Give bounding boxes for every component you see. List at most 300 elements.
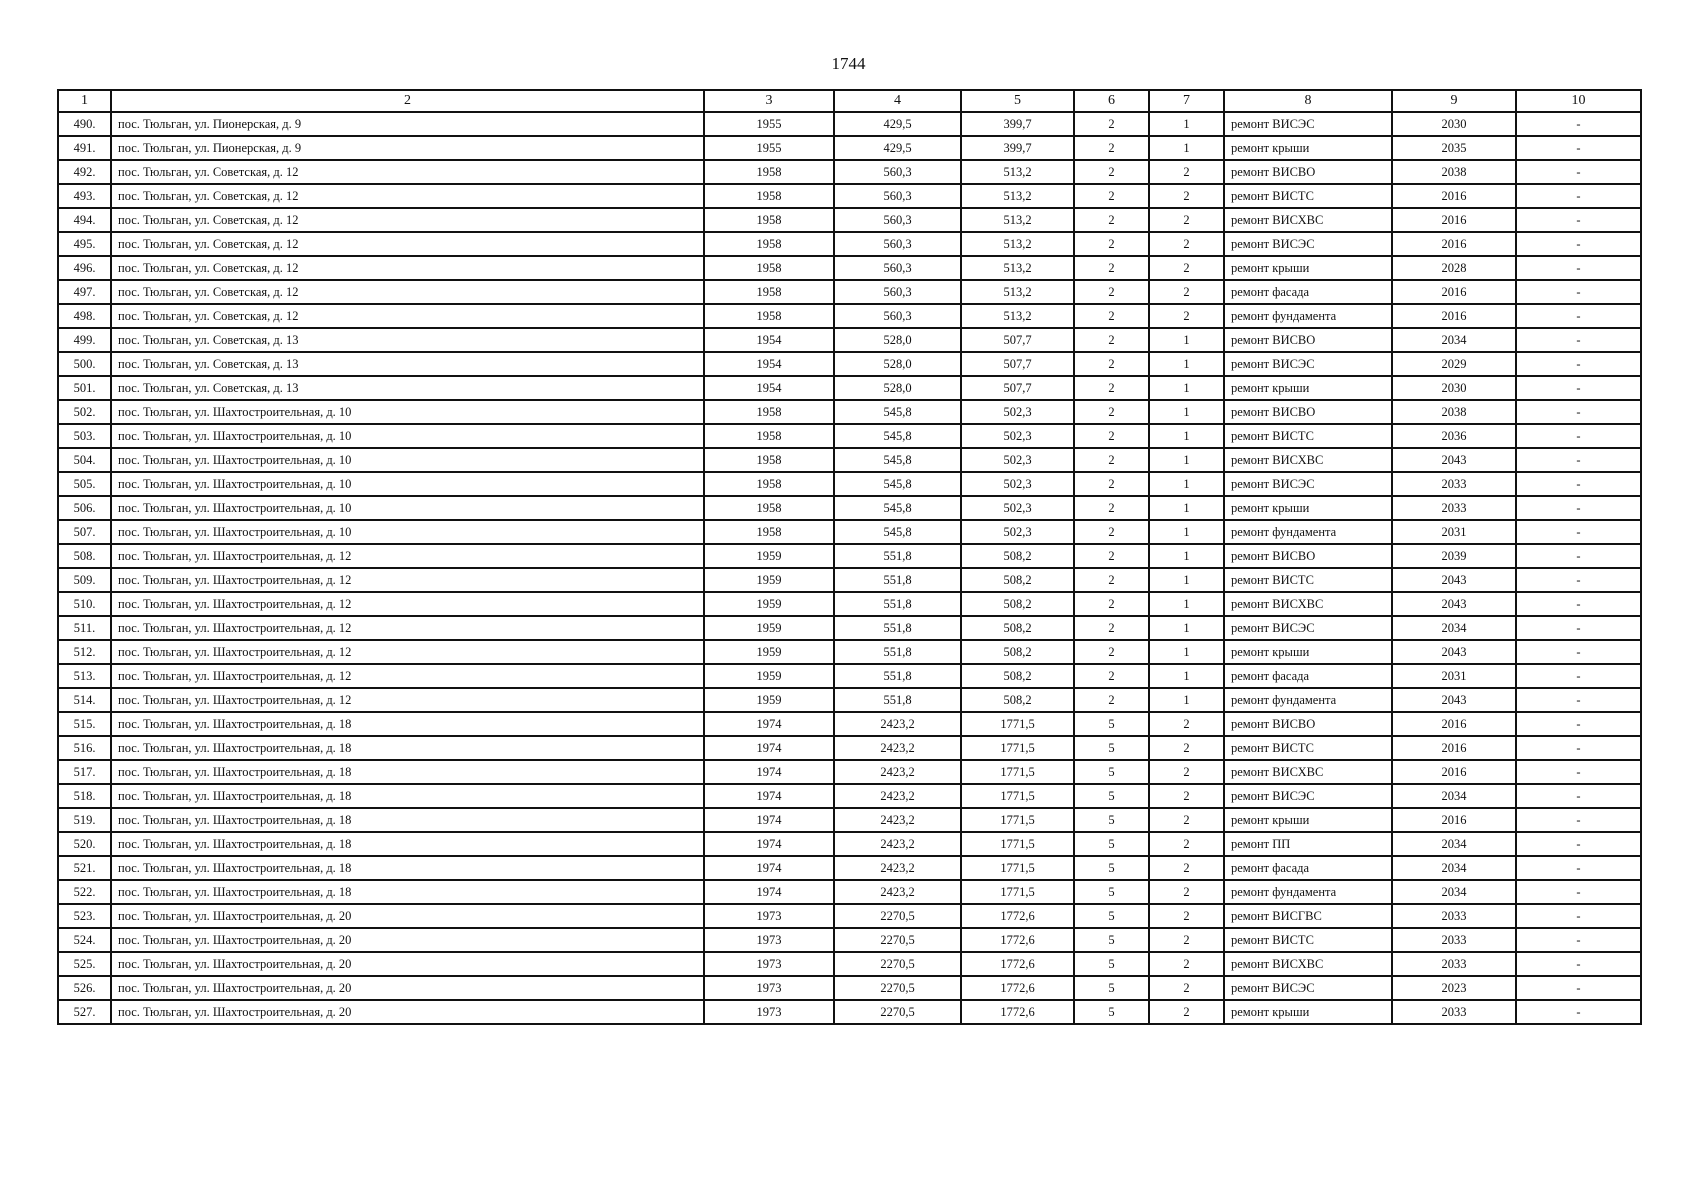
living-area-cell: 502,3 — [961, 520, 1074, 544]
planned-year-cell: 2033 — [1392, 952, 1516, 976]
note-cell: - — [1516, 400, 1641, 424]
total-area-cell: 551,8 — [834, 592, 961, 616]
note-cell: - — [1516, 160, 1641, 184]
floors-cell: 5 — [1074, 760, 1149, 784]
work-type-cell: ремонт ВИСЭС — [1224, 472, 1392, 496]
total-area-cell: 2423,2 — [834, 808, 961, 832]
note-cell: - — [1516, 688, 1641, 712]
work-type-cell: ремонт ВИСЭС — [1224, 616, 1392, 640]
note-cell: - — [1516, 136, 1641, 160]
entrances-cell: 1 — [1149, 664, 1224, 688]
row-number-cell: 519. — [58, 808, 111, 832]
table-row — [58, 568, 1641, 592]
build-year-cell: 1973 — [704, 976, 834, 1000]
total-area-cell: 560,3 — [834, 304, 961, 328]
note-cell: - — [1516, 424, 1641, 448]
planned-year-cell: 2016 — [1392, 208, 1516, 232]
entrances-cell: 2 — [1149, 232, 1224, 256]
planned-year-cell: 2034 — [1392, 616, 1516, 640]
row-number-cell: 503. — [58, 424, 111, 448]
entrances-cell: 2 — [1149, 184, 1224, 208]
note-cell: - — [1516, 1000, 1641, 1024]
table-row — [58, 736, 1641, 760]
living-area-cell: 508,2 — [961, 544, 1074, 568]
table-row — [58, 280, 1641, 304]
entrances-cell: 2 — [1149, 160, 1224, 184]
work-type-cell: ремонт ВИСХВС — [1224, 448, 1392, 472]
row-number-cell: 499. — [58, 328, 111, 352]
floors-cell: 5 — [1074, 856, 1149, 880]
table-row — [58, 256, 1641, 280]
row-number-cell: 491. — [58, 136, 111, 160]
row-number-cell: 520. — [58, 832, 111, 856]
row-number-cell: 526. — [58, 976, 111, 1000]
total-area-cell: 551,8 — [834, 664, 961, 688]
build-year-cell: 1974 — [704, 808, 834, 832]
entrances-cell: 2 — [1149, 856, 1224, 880]
planned-year-cell: 2016 — [1392, 736, 1516, 760]
note-cell: - — [1516, 952, 1641, 976]
build-year-cell: 1955 — [704, 136, 834, 160]
entrances-cell: 2 — [1149, 784, 1224, 808]
floors-cell: 2 — [1074, 352, 1149, 376]
build-year-cell: 1958 — [704, 208, 834, 232]
address-cell: пос. Тюльган, ул. Шахтостроительная, д. 10 — [111, 496, 704, 520]
floors-cell: 2 — [1074, 640, 1149, 664]
planned-year-cell: 2016 — [1392, 712, 1516, 736]
planned-year-cell: 2030 — [1392, 376, 1516, 400]
total-area-cell: 2423,2 — [834, 856, 961, 880]
work-type-cell: ремонт ВИСЭС — [1224, 112, 1392, 136]
note-cell: - — [1516, 976, 1641, 1000]
living-area-cell: 399,7 — [961, 112, 1074, 136]
floors-cell: 2 — [1074, 472, 1149, 496]
row-number-cell: 525. — [58, 952, 111, 976]
address-cell: пос. Тюльган, ул. Пионерская, д. 9 — [111, 112, 704, 136]
floors-cell: 5 — [1074, 976, 1149, 1000]
address-cell: пос. Тюльган, ул. Советская, д. 13 — [111, 376, 704, 400]
floors-cell: 2 — [1074, 664, 1149, 688]
planned-year-cell: 2034 — [1392, 328, 1516, 352]
note-cell: - — [1516, 376, 1641, 400]
table-row — [58, 304, 1641, 328]
planned-year-cell: 2043 — [1392, 568, 1516, 592]
build-year-cell: 1958 — [704, 304, 834, 328]
build-year-cell: 1954 — [704, 328, 834, 352]
table-row — [58, 232, 1641, 256]
total-area-cell: 545,8 — [834, 520, 961, 544]
entrances-cell: 2 — [1149, 304, 1224, 328]
build-year-cell: 1974 — [704, 832, 834, 856]
row-number-cell: 515. — [58, 712, 111, 736]
table-row — [58, 448, 1641, 472]
planned-year-cell: 2034 — [1392, 880, 1516, 904]
work-type-cell: ремонт фасада — [1224, 280, 1392, 304]
work-type-cell: ремонт крыши — [1224, 136, 1392, 160]
living-area-cell: 1771,5 — [961, 736, 1074, 760]
note-cell: - — [1516, 112, 1641, 136]
total-area-cell: 2270,5 — [834, 976, 961, 1000]
total-area-cell: 2423,2 — [834, 880, 961, 904]
floors-cell: 2 — [1074, 304, 1149, 328]
build-year-cell: 1974 — [704, 784, 834, 808]
floors-cell: 2 — [1074, 232, 1149, 256]
floors-cell: 2 — [1074, 688, 1149, 712]
planned-year-cell: 2043 — [1392, 592, 1516, 616]
work-type-cell: ремонт ВИСВО — [1224, 328, 1392, 352]
note-cell: - — [1516, 256, 1641, 280]
work-type-cell: ремонт ВИСТС — [1224, 568, 1392, 592]
planned-year-cell: 2031 — [1392, 664, 1516, 688]
work-type-cell: ремонт ВИСТС — [1224, 184, 1392, 208]
entrances-cell: 1 — [1149, 376, 1224, 400]
note-cell: - — [1516, 784, 1641, 808]
total-area-cell: 429,5 — [834, 136, 961, 160]
living-area-cell: 1771,5 — [961, 784, 1074, 808]
table-row — [58, 640, 1641, 664]
address-cell: пос. Тюльган, ул. Советская, д. 13 — [111, 352, 704, 376]
floors-cell: 2 — [1074, 424, 1149, 448]
floors-cell: 5 — [1074, 928, 1149, 952]
total-area-cell: 545,8 — [834, 472, 961, 496]
work-type-cell: ремонт ВИСХВС — [1224, 952, 1392, 976]
table-row — [58, 472, 1641, 496]
living-area-cell: 508,2 — [961, 640, 1074, 664]
build-year-cell: 1973 — [704, 928, 834, 952]
entrances-cell: 1 — [1149, 424, 1224, 448]
total-area-cell: 2423,2 — [834, 760, 961, 784]
table-row — [58, 112, 1641, 136]
table-row — [58, 424, 1641, 448]
column-header-8: 8 — [1224, 90, 1392, 112]
build-year-cell: 1955 — [704, 112, 834, 136]
living-area-cell: 502,3 — [961, 496, 1074, 520]
address-cell: пос. Тюльган, ул. Советская, д. 12 — [111, 232, 704, 256]
build-year-cell: 1974 — [704, 856, 834, 880]
work-type-cell: ремонт крыши — [1224, 376, 1392, 400]
table-row — [58, 712, 1641, 736]
planned-year-cell: 2035 — [1392, 136, 1516, 160]
entrances-cell: 1 — [1149, 568, 1224, 592]
work-type-cell: ремонт крыши — [1224, 640, 1392, 664]
planned-year-cell: 2016 — [1392, 232, 1516, 256]
build-year-cell: 1958 — [704, 448, 834, 472]
entrances-cell: 1 — [1149, 472, 1224, 496]
table-row — [58, 1000, 1641, 1024]
entrances-cell: 2 — [1149, 760, 1224, 784]
row-number-cell: 517. — [58, 760, 111, 784]
work-type-cell: ремонт ВИСВО — [1224, 712, 1392, 736]
work-type-cell: ремонт крыши — [1224, 256, 1392, 280]
note-cell: - — [1516, 304, 1641, 328]
work-type-cell: ремонт фундамента — [1224, 688, 1392, 712]
total-area-cell: 2423,2 — [834, 784, 961, 808]
total-area-cell: 2423,2 — [834, 736, 961, 760]
table-row — [58, 328, 1641, 352]
floors-cell: 2 — [1074, 136, 1149, 160]
column-header-6: 6 — [1074, 90, 1149, 112]
build-year-cell: 1959 — [704, 544, 834, 568]
address-cell: пос. Тюльган, ул. Шахтостроительная, д. 18 — [111, 832, 704, 856]
living-area-cell: 1772,6 — [961, 1000, 1074, 1024]
table-row — [58, 160, 1641, 184]
address-cell: пос. Тюльган, ул. Шахтостроительная, д. 12 — [111, 592, 704, 616]
floors-cell: 5 — [1074, 712, 1149, 736]
total-area-cell: 560,3 — [834, 184, 961, 208]
planned-year-cell: 2034 — [1392, 832, 1516, 856]
total-area-cell: 2270,5 — [834, 952, 961, 976]
row-number-cell: 490. — [58, 112, 111, 136]
table-row — [58, 616, 1641, 640]
build-year-cell: 1973 — [704, 1000, 834, 1024]
build-year-cell: 1954 — [704, 352, 834, 376]
entrances-cell: 2 — [1149, 280, 1224, 304]
table-row — [58, 208, 1641, 232]
living-area-cell: 1772,6 — [961, 904, 1074, 928]
floors-cell: 2 — [1074, 448, 1149, 472]
living-area-cell: 508,2 — [961, 616, 1074, 640]
living-area-cell: 513,2 — [961, 208, 1074, 232]
living-area-cell: 513,2 — [961, 256, 1074, 280]
floors-cell: 2 — [1074, 520, 1149, 544]
address-cell: пос. Тюльган, ул. Советская, д. 12 — [111, 208, 704, 232]
living-area-cell: 513,2 — [961, 280, 1074, 304]
note-cell: - — [1516, 928, 1641, 952]
total-area-cell: 551,8 — [834, 568, 961, 592]
living-area-cell: 508,2 — [961, 592, 1074, 616]
living-area-cell: 507,7 — [961, 376, 1074, 400]
planned-year-cell: 2028 — [1392, 256, 1516, 280]
living-area-cell: 513,2 — [961, 232, 1074, 256]
table-row — [58, 760, 1641, 784]
table-row — [58, 184, 1641, 208]
row-number-cell: 506. — [58, 496, 111, 520]
living-area-cell: 513,2 — [961, 160, 1074, 184]
entrances-cell: 1 — [1149, 616, 1224, 640]
total-area-cell: 560,3 — [834, 232, 961, 256]
row-number-cell: 505. — [58, 472, 111, 496]
living-area-cell: 1771,5 — [961, 712, 1074, 736]
planned-year-cell: 2036 — [1392, 424, 1516, 448]
entrances-cell: 2 — [1149, 256, 1224, 280]
address-cell: пос. Тюльган, ул. Советская, д. 12 — [111, 280, 704, 304]
total-area-cell: 560,3 — [834, 280, 961, 304]
floors-cell: 2 — [1074, 376, 1149, 400]
living-area-cell: 1772,6 — [961, 976, 1074, 1000]
table-row — [58, 496, 1641, 520]
row-number-cell: 498. — [58, 304, 111, 328]
build-year-cell: 1958 — [704, 280, 834, 304]
total-area-cell: 2270,5 — [834, 904, 961, 928]
build-year-cell: 1973 — [704, 952, 834, 976]
table-row — [58, 352, 1641, 376]
row-number-cell: 492. — [58, 160, 111, 184]
address-cell: пос. Тюльган, ул. Шахтостроительная, д. 12 — [111, 664, 704, 688]
planned-year-cell: 2016 — [1392, 808, 1516, 832]
floors-cell: 5 — [1074, 952, 1149, 976]
build-year-cell: 1958 — [704, 496, 834, 520]
living-area-cell: 513,2 — [961, 184, 1074, 208]
entrances-cell: 1 — [1149, 688, 1224, 712]
build-year-cell: 1958 — [704, 400, 834, 424]
table-row — [58, 664, 1641, 688]
work-type-cell: ремонт крыши — [1224, 808, 1392, 832]
living-area-cell: 508,2 — [961, 568, 1074, 592]
row-number-cell: 514. — [58, 688, 111, 712]
work-type-cell: ремонт ВИСВО — [1224, 400, 1392, 424]
build-year-cell: 1974 — [704, 760, 834, 784]
planned-year-cell: 2038 — [1392, 160, 1516, 184]
floors-cell: 5 — [1074, 1000, 1149, 1024]
work-type-cell: ремонт крыши — [1224, 1000, 1392, 1024]
entrances-cell: 2 — [1149, 1000, 1224, 1024]
build-year-cell: 1958 — [704, 424, 834, 448]
work-type-cell: ремонт ВИСТС — [1224, 928, 1392, 952]
table-row — [58, 136, 1641, 160]
address-cell: пос. Тюльган, ул. Шахтостроительная, д. 12 — [111, 544, 704, 568]
table-row — [58, 976, 1641, 1000]
living-area-cell: 507,7 — [961, 328, 1074, 352]
entrances-cell: 1 — [1149, 112, 1224, 136]
row-number-cell: 522. — [58, 880, 111, 904]
total-area-cell: 528,0 — [834, 376, 961, 400]
entrances-cell: 1 — [1149, 352, 1224, 376]
table-body — [58, 112, 1641, 1024]
build-year-cell: 1958 — [704, 232, 834, 256]
note-cell: - — [1516, 760, 1641, 784]
address-cell: пос. Тюльган, ул. Шахтостроительная, д. 10 — [111, 424, 704, 448]
build-year-cell: 1974 — [704, 712, 834, 736]
work-type-cell: ремонт ВИСВО — [1224, 160, 1392, 184]
work-type-cell: ремонт фасада — [1224, 664, 1392, 688]
build-year-cell: 1959 — [704, 568, 834, 592]
address-cell: пос. Тюльган, ул. Шахтостроительная, д. 18 — [111, 760, 704, 784]
table-row — [58, 928, 1641, 952]
row-number-cell: 511. — [58, 616, 111, 640]
note-cell: - — [1516, 280, 1641, 304]
planned-year-cell: 2016 — [1392, 760, 1516, 784]
table-row — [58, 880, 1641, 904]
row-number-cell: 494. — [58, 208, 111, 232]
table-row — [58, 784, 1641, 808]
column-header-5: 5 — [961, 90, 1074, 112]
planned-year-cell: 2039 — [1392, 544, 1516, 568]
address-cell: пос. Тюльган, ул. Шахтостроительная, д. 18 — [111, 736, 704, 760]
build-year-cell: 1974 — [704, 736, 834, 760]
address-cell: пос. Тюльган, ул. Шахтостроительная, д. 10 — [111, 400, 704, 424]
total-area-cell: 545,8 — [834, 424, 961, 448]
address-cell: пос. Тюльган, ул. Шахтостроительная, д. 12 — [111, 568, 704, 592]
note-cell: - — [1516, 856, 1641, 880]
planned-year-cell: 2016 — [1392, 280, 1516, 304]
row-number-cell: 508. — [58, 544, 111, 568]
column-header-10: 10 — [1516, 90, 1641, 112]
repair-schedule-table — [57, 89, 1642, 1025]
planned-year-cell: 2033 — [1392, 496, 1516, 520]
work-type-cell: ремонт ВИСХВС — [1224, 592, 1392, 616]
address-cell: пос. Тюльган, ул. Шахтостроительная, д. 18 — [111, 784, 704, 808]
work-type-cell: ремонт ВИСТС — [1224, 736, 1392, 760]
build-year-cell: 1959 — [704, 616, 834, 640]
entrances-cell: 1 — [1149, 544, 1224, 568]
row-number-cell: 521. — [58, 856, 111, 880]
planned-year-cell: 2043 — [1392, 448, 1516, 472]
address-cell: пос. Тюльган, ул. Шахтостроительная, д. 20 — [111, 928, 704, 952]
page-number: 1744 — [831, 54, 866, 73]
planned-year-cell: 2023 — [1392, 976, 1516, 1000]
work-type-cell: ремонт ВИСХВС — [1224, 208, 1392, 232]
total-area-cell: 560,3 — [834, 208, 961, 232]
row-number-cell: 509. — [58, 568, 111, 592]
row-number-cell: 518. — [58, 784, 111, 808]
address-cell: пос. Тюльган, ул. Шахтостроительная, д. 20 — [111, 952, 704, 976]
total-area-cell: 551,8 — [834, 688, 961, 712]
living-area-cell: 1772,6 — [961, 928, 1074, 952]
floors-cell: 2 — [1074, 208, 1149, 232]
work-type-cell: ремонт ВИСЭС — [1224, 352, 1392, 376]
row-number-cell: 527. — [58, 1000, 111, 1024]
row-number-cell: 516. — [58, 736, 111, 760]
row-number-cell: 523. — [58, 904, 111, 928]
build-year-cell: 1958 — [704, 256, 834, 280]
planned-year-cell: 2043 — [1392, 688, 1516, 712]
row-number-cell: 497. — [58, 280, 111, 304]
row-number-cell: 524. — [58, 928, 111, 952]
note-cell: - — [1516, 664, 1641, 688]
floors-cell: 2 — [1074, 328, 1149, 352]
total-area-cell: 2423,2 — [834, 712, 961, 736]
work-type-cell: ремонт фундамента — [1224, 304, 1392, 328]
planned-year-cell: 2034 — [1392, 784, 1516, 808]
planned-year-cell: 2029 — [1392, 352, 1516, 376]
floors-cell: 2 — [1074, 112, 1149, 136]
total-area-cell: 560,3 — [834, 256, 961, 280]
row-number-cell: 501. — [58, 376, 111, 400]
floors-cell: 2 — [1074, 544, 1149, 568]
work-type-cell: ремонт ВИСВО — [1224, 544, 1392, 568]
living-area-cell: 1771,5 — [961, 856, 1074, 880]
build-year-cell: 1958 — [704, 472, 834, 496]
column-header-2: 2 — [111, 90, 704, 112]
address-cell: пос. Тюльган, ул. Шахтостроительная, д. 20 — [111, 1000, 704, 1024]
planned-year-cell: 2034 — [1392, 856, 1516, 880]
note-cell: - — [1516, 352, 1641, 376]
table-row — [58, 856, 1641, 880]
table-row — [58, 808, 1641, 832]
address-cell: пос. Тюльган, ул. Советская, д. 12 — [111, 256, 704, 280]
work-type-cell: ремонт ПП — [1224, 832, 1392, 856]
entrances-cell: 1 — [1149, 448, 1224, 472]
entrances-cell: 2 — [1149, 712, 1224, 736]
address-cell: пос. Тюльган, ул. Шахтостроительная, д. 20 — [111, 976, 704, 1000]
address-cell: пос. Тюльган, ул. Шахтостроительная, д. 20 — [111, 904, 704, 928]
total-area-cell: 429,5 — [834, 112, 961, 136]
entrances-cell: 2 — [1149, 736, 1224, 760]
total-area-cell: 551,8 — [834, 640, 961, 664]
address-cell: пос. Тюльган, ул. Шахтостроительная, д. 12 — [111, 640, 704, 664]
address-cell: пос. Тюльган, ул. Шахтостроительная, д. 10 — [111, 448, 704, 472]
living-area-cell: 508,2 — [961, 664, 1074, 688]
note-cell: - — [1516, 568, 1641, 592]
entrances-cell: 2 — [1149, 832, 1224, 856]
address-cell: пос. Тюльган, ул. Советская, д. 12 — [111, 160, 704, 184]
build-year-cell: 1958 — [704, 160, 834, 184]
entrances-cell: 2 — [1149, 208, 1224, 232]
entrances-cell: 1 — [1149, 136, 1224, 160]
planned-year-cell: 2031 — [1392, 520, 1516, 544]
address-cell: пос. Тюльган, ул. Шахтостроительная, д. 10 — [111, 520, 704, 544]
address-cell: пос. Тюльган, ул. Шахтостроительная, д. 18 — [111, 712, 704, 736]
